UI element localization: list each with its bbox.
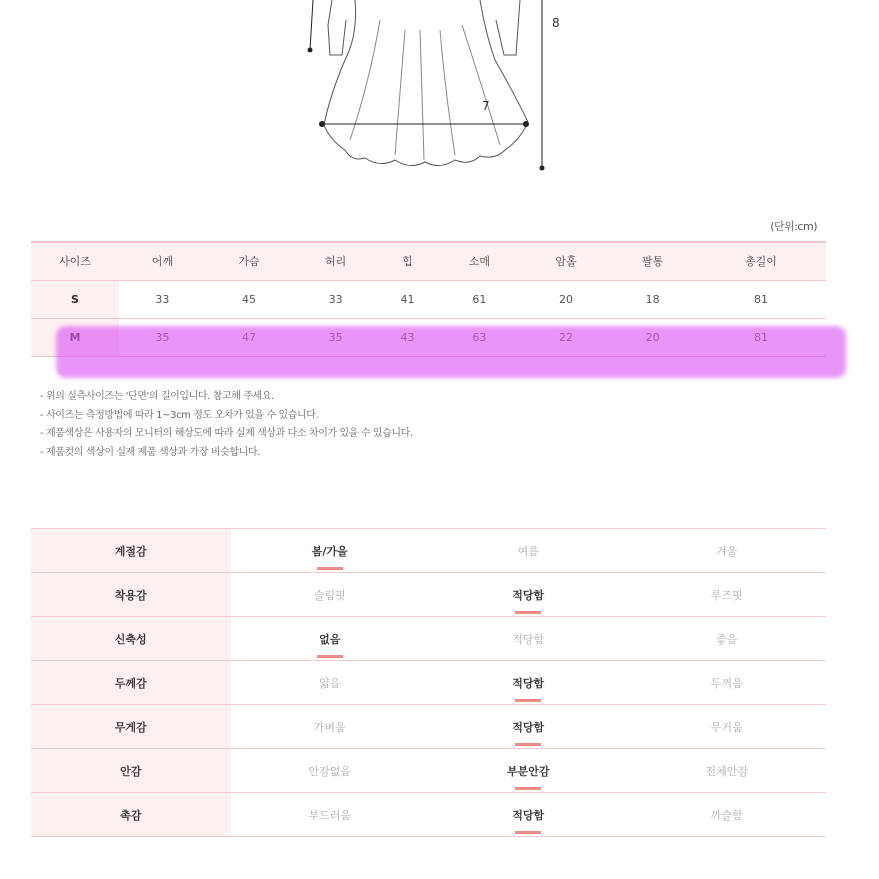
option-label: 적당함	[512, 632, 545, 646]
row-label: 안감	[31, 749, 231, 793]
selected-indicator-bar	[515, 611, 541, 614]
note-line: - 제품컷의 색상이 실제 제품 색상과 가장 비슷합니다.	[40, 446, 260, 458]
option-label: 겨울	[716, 544, 738, 558]
option-label: 적당함	[512, 808, 545, 822]
selected-indicator-bar	[515, 787, 541, 790]
table-cell: 45	[206, 280, 293, 318]
header-cell: 힙	[379, 242, 436, 280]
option-label: 좋음	[716, 632, 738, 646]
header-cell: 소매	[436, 242, 523, 280]
table-cell: 81	[696, 280, 826, 318]
size-table-header-row	[31, 242, 826, 280]
option	[627, 793, 826, 837]
row-label: 계절감	[31, 529, 231, 573]
table-row	[31, 529, 826, 573]
selected-indicator-bar	[515, 743, 541, 746]
option	[627, 529, 826, 573]
option-selected	[231, 529, 429, 573]
table-row	[31, 793, 826, 837]
header-cell: 총길이	[696, 242, 826, 280]
option-label: 없음	[319, 632, 341, 646]
selected-indicator-bar	[515, 831, 541, 834]
option	[429, 529, 627, 573]
row-label: 촉감	[31, 793, 231, 837]
option-label: 부분안감	[506, 764, 550, 778]
selected-indicator-bar	[317, 567, 343, 570]
note-line: - 위의 실측사이즈는 '단면'의 길이입니다. 참고해 주세요.	[40, 391, 274, 402]
option-selected	[429, 749, 627, 793]
option-label: 전체안감	[705, 764, 748, 778]
dress-illustration	[290, 0, 590, 185]
row-highlight-marker	[56, 326, 846, 378]
table-row	[31, 617, 826, 661]
header-cell: 허리	[292, 242, 379, 280]
option-label: 루즈핏	[710, 588, 743, 602]
option-label: 슬림핏	[313, 588, 346, 602]
option-selected	[231, 617, 429, 661]
table-cell: 41	[379, 280, 436, 318]
option-selected	[429, 661, 627, 705]
table-row	[31, 573, 826, 617]
option	[231, 573, 429, 617]
row-label: 신축성	[31, 617, 231, 661]
table-row	[31, 705, 826, 749]
option-label: 가벼움	[313, 720, 346, 734]
table-row	[31, 280, 826, 318]
option-label: 적당함	[512, 588, 545, 602]
table-cell: 20	[523, 280, 610, 318]
option-selected	[429, 573, 627, 617]
header-cell: 어깨	[119, 242, 206, 280]
option	[429, 617, 627, 661]
option	[231, 661, 429, 705]
note-line: - 제품색상은 사용자의 모니터의 해상도에 따라 실제 색상과 다소 차이가 있을 수 있습니다.	[40, 428, 413, 439]
option	[627, 749, 826, 793]
option	[231, 793, 429, 837]
selected-indicator-bar	[515, 699, 541, 702]
header-cell: 암홀	[523, 242, 610, 280]
header-cell: 사이즈	[31, 242, 119, 280]
length-measure-label: 8	[552, 16, 560, 30]
option-label: 두꺼움	[710, 676, 743, 690]
option	[231, 749, 429, 793]
table-cell: 18	[609, 280, 696, 318]
fabric-info-table	[31, 528, 826, 837]
header-cell: 가슴	[206, 242, 293, 280]
option-selected	[429, 793, 627, 837]
unit-label: (단위:cm)	[770, 220, 817, 233]
size-name-cell: S	[31, 280, 119, 318]
hem-measure-label: 7	[482, 99, 490, 113]
row-label: 무게감	[31, 705, 231, 749]
option-label: 안감없음	[308, 764, 351, 778]
table-cell: 33	[119, 280, 206, 318]
option-label: 얇음	[319, 676, 341, 690]
option	[627, 617, 826, 661]
size-notes	[40, 388, 413, 462]
table-row	[31, 661, 826, 705]
option	[627, 573, 826, 617]
option-label: 무거움	[710, 720, 743, 734]
table-cell: 61	[436, 280, 523, 318]
option	[627, 661, 826, 705]
option-label: 적당함	[512, 720, 545, 734]
option-label: 부드러움	[308, 808, 351, 822]
option	[627, 705, 826, 749]
option-label: 봄/가을	[311, 544, 348, 558]
table-cell: 33	[292, 280, 379, 318]
note-line: - 사이즈는 측정방법에 따라 1~3cm 정도 오차가 있을 수 있습니다.	[40, 409, 319, 421]
option	[231, 705, 429, 749]
header-cell: 팔통	[609, 242, 696, 280]
option-label: 까슬함	[710, 808, 743, 822]
option-label: 적당함	[512, 676, 545, 690]
option-selected	[429, 705, 627, 749]
table-row	[31, 749, 826, 793]
selected-indicator-bar	[317, 655, 343, 658]
row-label: 착용감	[31, 573, 231, 617]
row-label: 두께감	[31, 661, 231, 705]
option-label: 여름	[517, 544, 539, 558]
